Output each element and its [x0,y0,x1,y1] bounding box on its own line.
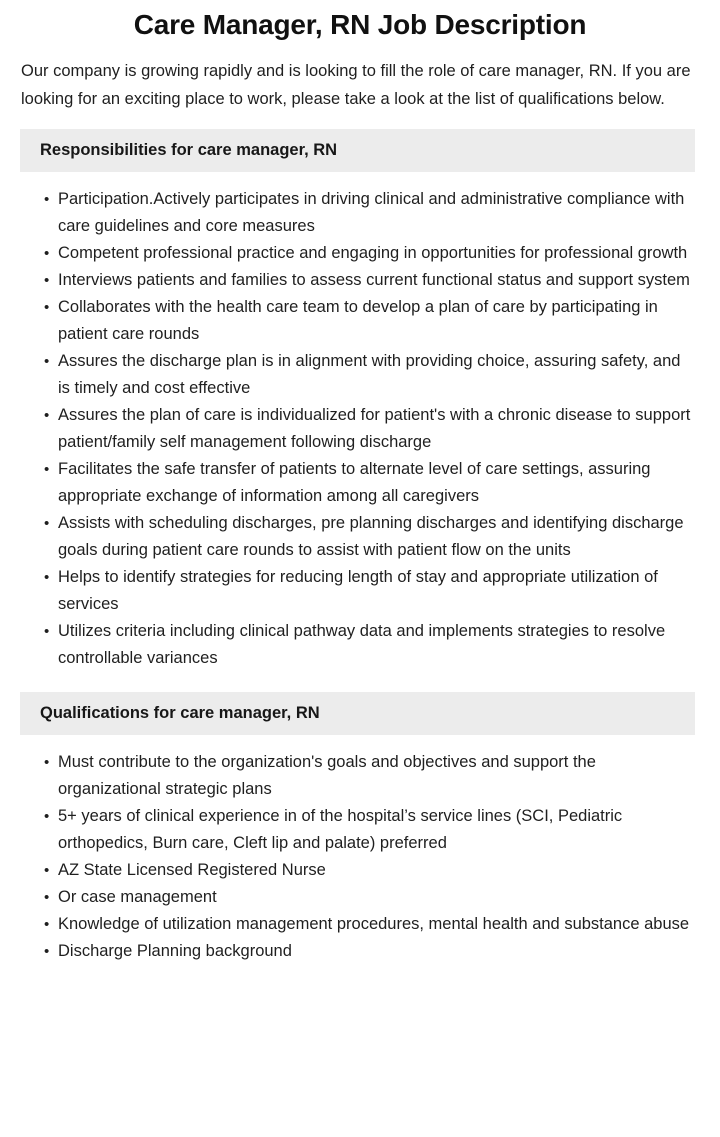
section-header-responsibilities: Responsibilities for care manager, RN [20,129,695,172]
list-item: • Must contribute to the organization's goals and objectives and support the organizational strategic plans [44,749,692,803]
list-item: • Assures the plan of care is individualized for patient's with a chronic disease to support patient/family self management following discharge [44,402,692,456]
list-item: • Assures the discharge plan is in alignment with providing choice, assuring safety, and is timely and cost effective [44,348,692,402]
list-item: • Collaborates with the health care team to develop a plan of care by participating in patient care rounds [44,294,692,348]
list-item: • Competent professional practice and engaging in opportunities for professional growth [44,240,692,267]
list-item: • 5+ years of clinical experience in of the hospital’s service lines (SCI, Pediatric orthopedics, Burn care, Cleft lip and palate) preferred [44,803,692,857]
list-item: • Discharge Planning background [44,938,692,965]
section-header-qualifications: Qualifications for care manager, RN [20,692,695,735]
list-item: • Participation.Actively participates in driving clinical and administrative compliance with care guidelines and core measures [44,186,692,240]
list-item: • Utilizes criteria including clinical pathway data and implements strategies to resolve controllable variances [44,618,692,672]
section-responsibilities [0,129,720,672]
page-title: Care Manager, RN Job Description [133,9,587,40]
list-item: • Facilitates the safe transfer of patients to alternate level of care settings, assuring appropriate exchange of information among all caregivers [44,456,692,510]
list-item: • Helps to identify strategies for reducing length of stay and appropriate utilization of services [44,564,692,618]
list-item: • Or case management [44,884,692,911]
list-item: • AZ State Licensed Registered Nurse [44,857,692,884]
list-item: • Knowledge of utilization management procedures, mental health and substance abuse [44,911,692,938]
section-qualifications [0,692,720,965]
list-item: • Interviews patients and families to assess current functional status and support system [44,267,692,294]
list-item: • Assists with scheduling discharges, pre planning discharges and identifying discharge goals during patient care rounds to assist with patient flow on the units [44,510,692,564]
responsibilities-list [0,172,720,672]
qualifications-list [0,735,720,965]
intro-paragraph: Our company is growing rapidly and is looking to fill the role of care manager, RN. If you are looking for an exciting place to work, please take a look at the list of qualifications below. [21,62,691,108]
